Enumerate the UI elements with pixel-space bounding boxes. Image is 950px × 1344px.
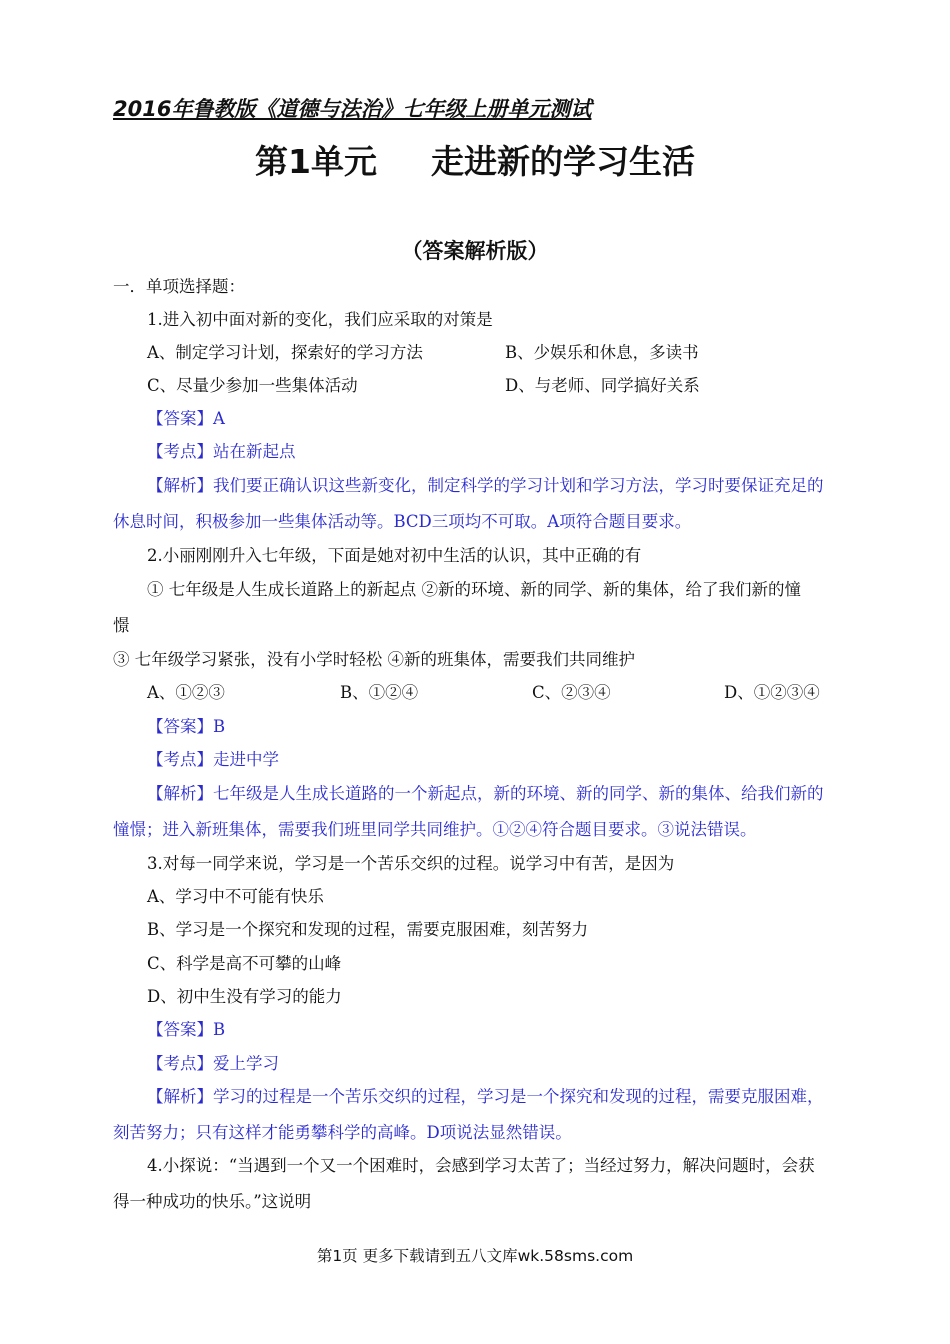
q2-statement-1-2: ① 七年级是人生成长道路上的新起点 ②新的环境、新的同学、新的集体，给了我们新的憧 bbox=[147, 580, 801, 599]
q4-stem-line1: 4.小探说：“当遇到一个又一个困难时，会感到学习太苦了；当经过努力，解决问题时，会获 bbox=[147, 1156, 815, 1175]
q3-option-d: D、初中生没有学习的能力 bbox=[147, 987, 342, 1006]
q1-option-b: B、少娱乐和休息，多读书 bbox=[505, 343, 699, 362]
page-footer: 第1页 更多下载请到五八文库wk.58sms.com bbox=[316, 1247, 634, 1265]
q2-statement-1-2-cont: 憬 bbox=[113, 616, 130, 635]
q2-statement-3-4: ③ 七年级学习紧张，没有小学时轻松 ④新的班集体，需要我们共同维护 bbox=[113, 650, 635, 669]
q1-analysis-line2: 休息时间，积极参加一些集体活动等。BCD三项均不可取。A项符合题目要求。 bbox=[113, 512, 692, 531]
q1-analysis-line1: 【解析】我们要正确认识这些新变化，制定科学的学习计划和学习方法，学习时要保证充足的 bbox=[147, 476, 824, 495]
q2-stem: 2.小丽刚刚升入七年级，下面是她对初中生活的认识，其中正确的有 bbox=[147, 546, 642, 565]
q1-option-c: C、尽量少参加一些集体活动 bbox=[147, 376, 358, 395]
section-heading: 一．单项选择题： bbox=[113, 277, 245, 296]
q2-option-b: B、①②④ bbox=[340, 683, 419, 702]
q1-stem: 1.进入初中面对新的变化，我们应采取的对策是 bbox=[147, 310, 493, 329]
q1-option-a: A、制定学习计划，探索好的学习方法 bbox=[147, 343, 423, 362]
q2-analysis-line1: 【解析】七年级是人生成长道路的一个新起点，新的环境、新的同学、新的集体、给我们新的 bbox=[147, 784, 824, 803]
q2-point: 【考点】走进中学 bbox=[147, 750, 279, 769]
q3-analysis-line1: 【解析】学习的过程是一个苦乐交织的过程，学习是一个探究和发现的过程，需要克服困难， bbox=[147, 1087, 824, 1106]
q3-point: 【考点】爱上学习 bbox=[147, 1054, 279, 1073]
q1-option-d: D、与老师、同学搞好关系 bbox=[505, 376, 700, 395]
q3-option-b: B、学习是一个探究和发现的过程，需要克服困难，刻苦努力 bbox=[147, 920, 589, 939]
q3-answer: 【答案】B bbox=[147, 1020, 226, 1039]
q2-option-d: D、①②③④ bbox=[724, 683, 820, 702]
unit-number: 第1单元 bbox=[255, 142, 377, 181]
unit-title bbox=[0, 140, 950, 184]
q2-option-a: A、①②③ bbox=[147, 683, 225, 702]
q3-analysis-line2: 刻苦努力；只有这样才能勇攀科学的高峰。D项说法显然错误。 bbox=[113, 1123, 572, 1142]
q1-point: 【考点】站在新起点 bbox=[147, 442, 296, 461]
q2-answer: 【答案】B bbox=[147, 717, 226, 736]
subtitle: （答案解析版） bbox=[401, 238, 549, 263]
document-header: 2016年鲁教版《道德与法治》七年级上册单元测试 bbox=[113, 97, 592, 121]
q3-option-c: C、科学是高不可攀的山峰 bbox=[147, 954, 342, 973]
q1-answer: 【答案】A bbox=[147, 409, 225, 428]
q2-analysis-line2: 憧憬；进入新班集体，需要我们班里同学共同维护。①②④符合题目要求。③说法错误。 bbox=[113, 820, 757, 839]
q2-option-c: C、②③④ bbox=[532, 683, 611, 702]
q3-option-a: A、学习中不可能有快乐 bbox=[147, 887, 324, 906]
unit-name: 走进新的学习生活 bbox=[430, 142, 695, 181]
q3-stem: 3.对每一同学来说，学习是一个苦乐交织的过程。说学习中有苦，是因为 bbox=[147, 854, 675, 873]
q4-stem-line2: 得一种成功的快乐。”这说明 bbox=[113, 1192, 312, 1211]
